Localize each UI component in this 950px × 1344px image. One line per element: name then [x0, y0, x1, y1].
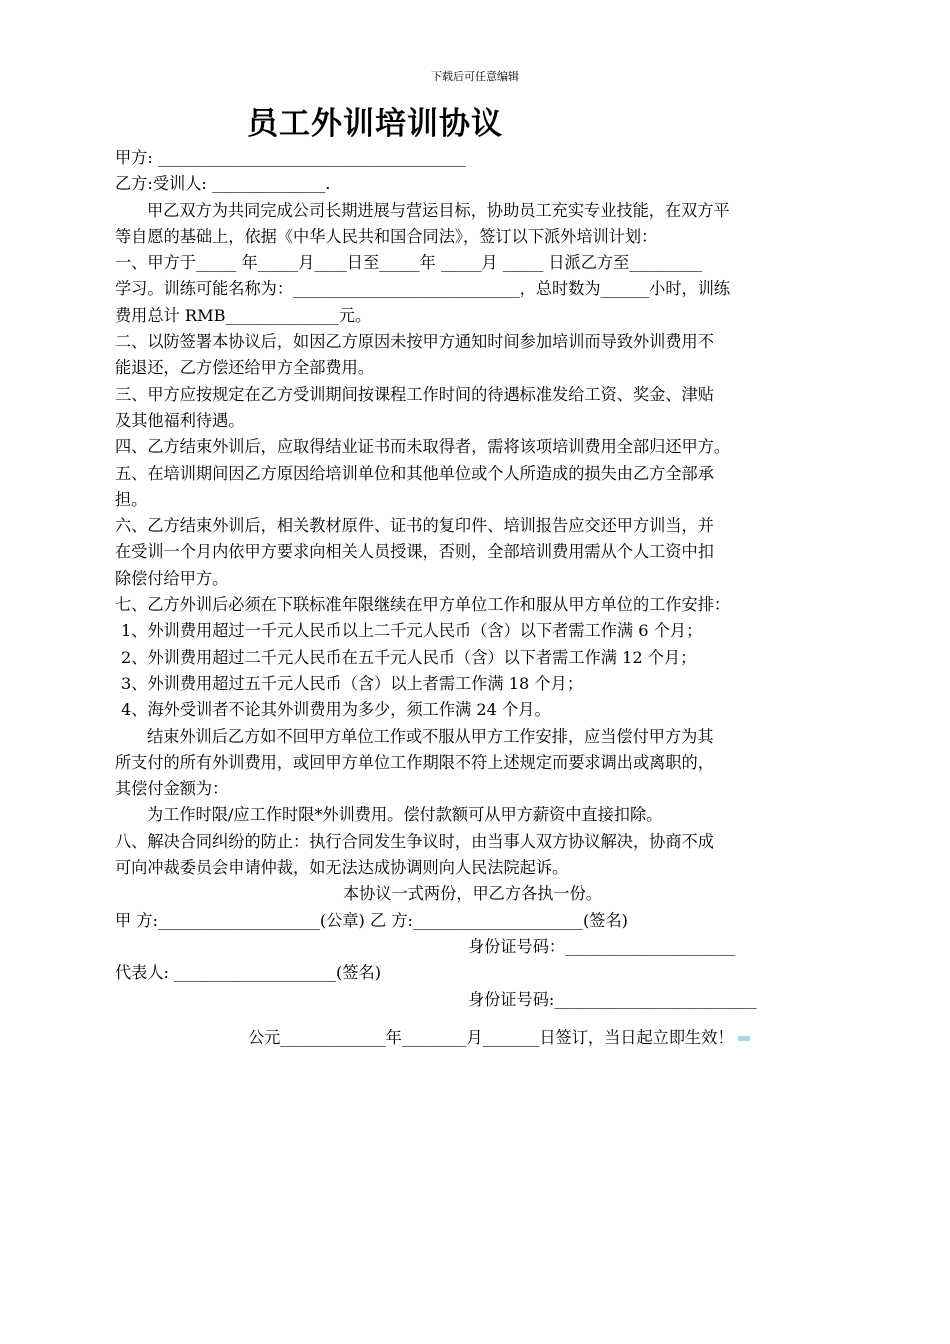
clause-7-note-line-2: 所支付的所有外训费用，或回甲方单位工作期限不符上述规定而要求调出或离职的， — [115, 752, 714, 772]
document-body — [115, 145, 830, 1051]
document-title: 员工外训培训协议 — [247, 106, 503, 142]
party-a-line: 甲方: ______________________________________ — [115, 148, 466, 167]
compensation-formula: 为工作时限/应工作时限*外训费用。偿付款额可从甲方薪资中直接扣除。 — [147, 805, 663, 825]
clause-5-line-1: 五、在培训期间因乙方原因给培训单位和其他单位或个人所造成的损失由乙方全部承 — [115, 463, 714, 483]
clause-6-line-1: 六、乙方结束外训后，相关教材原件、证书的复印件、培训报告应交还甲方训当，并 — [115, 516, 714, 536]
party-b-line: 乙方:受训人: ______________. — [115, 174, 331, 194]
clause-1-line-3: 费用总计 RMB______________元。 — [115, 305, 372, 325]
preamble-line-2: 等自愿的基础上，依据《中华人民共和国合同法》，签订以下派外培训计划： — [115, 226, 658, 246]
clause-7-line-1: 七、乙方外训后必须在下联标准年限继续在甲方单位工作和服从甲方单位的工作安排： — [115, 595, 731, 615]
clause-4-line-1: 四、乙方结束外训后，应取得结业证书而未取得者，需将该项培训费用全部归还甲方。 — [115, 437, 731, 457]
signing-date-line — [115, 1025, 830, 1051]
header-note: 下载后可任意编辑 — [431, 70, 519, 83]
signature-party-line: 甲 方:____________________(公章) 乙 方:_____________________(签名) — [115, 910, 628, 930]
signing-date-text: 公元_____________年________月_______日签订，当日起立即生效！ — [248, 1027, 734, 1047]
clause-7-note-line-3: 其偿付金额为： — [115, 779, 229, 799]
id-number-line-2: 身份证号码:_________________________ — [468, 989, 757, 1009]
clause-8-line-1: 八、解决合同纠纷的防止：执行合同发生争议时，由当事人双方协议解决，协商不成 — [115, 831, 714, 851]
clause-1-line-1: 一、甲方于_____ 年_____月____日至_____年 _____月 _____ 日派乙方至_________ — [115, 253, 703, 273]
clause-6-line-2: 在受训一个月内依甲方要求向相关人员授课，否则，全部培训费用需从个人工资中扣 — [115, 542, 714, 562]
clause-8-line-2: 可向冲裁委员会申请仲裁，如无法达成协调则向人民法院起诉。 — [115, 858, 569, 878]
copies-statement: 本协议一式两份，甲乙方各执一份。 — [343, 884, 602, 904]
clause-2-line-1: 二、以防签署本协议后，如因乙方原因未按甲方通知时间参加培训而导致外训费用不 — [115, 332, 714, 352]
cursor-mark — [738, 1036, 750, 1041]
clause-5-line-2: 担。 — [115, 489, 148, 509]
clause-3-line-1: 三、甲方应按规定在乙方受训期间按课程工作时间的待遇标准发给工资、奖金、津贴 — [115, 384, 714, 404]
clause-7-item-3: 3、外训费用超过五千元人民币（含）以上者需工作满 18 个月； — [121, 673, 584, 693]
representative-line: 代表人: ____________________(签名) — [115, 963, 382, 983]
clause-6-line-3: 除偿付给甲方。 — [115, 568, 229, 588]
clause-7-note-line-1: 结束外训后乙方如不回甲方单位工作或不服从甲方工作安排，应当偿付甲方为其 — [147, 726, 714, 746]
clause-7-item-2: 2、外训费用超过二千元人民币在五千元人民币（含）以下者需工作满 12 个月； — [121, 647, 697, 667]
id-number-line-1: 身份证号码：_____________________ — [468, 936, 736, 956]
clause-3-line-2: 及其他福利待遇。 — [115, 410, 245, 430]
clause-7-item-1: 1、外训费用超过一千元人民币以上二千元人民币（含）以下者需工作满 6 个月； — [121, 621, 703, 641]
spacer — [115, 1013, 830, 1025]
clause-1-line-2: 学习。训练可能名称为：____________________________，总时数为______小时，训练 — [115, 279, 731, 299]
clause-7-item-4: 4、海外受训者不论其外训费用为多少，须工作满 24 个月。 — [121, 700, 551, 720]
preamble-line-1: 甲乙双方为共同完成公司长期进展与营运目标，协助员工充实专业技能，在双方平 — [147, 200, 730, 220]
clause-2-line-2: 能退还，乙方偿还给甲方全部费用。 — [115, 358, 374, 378]
